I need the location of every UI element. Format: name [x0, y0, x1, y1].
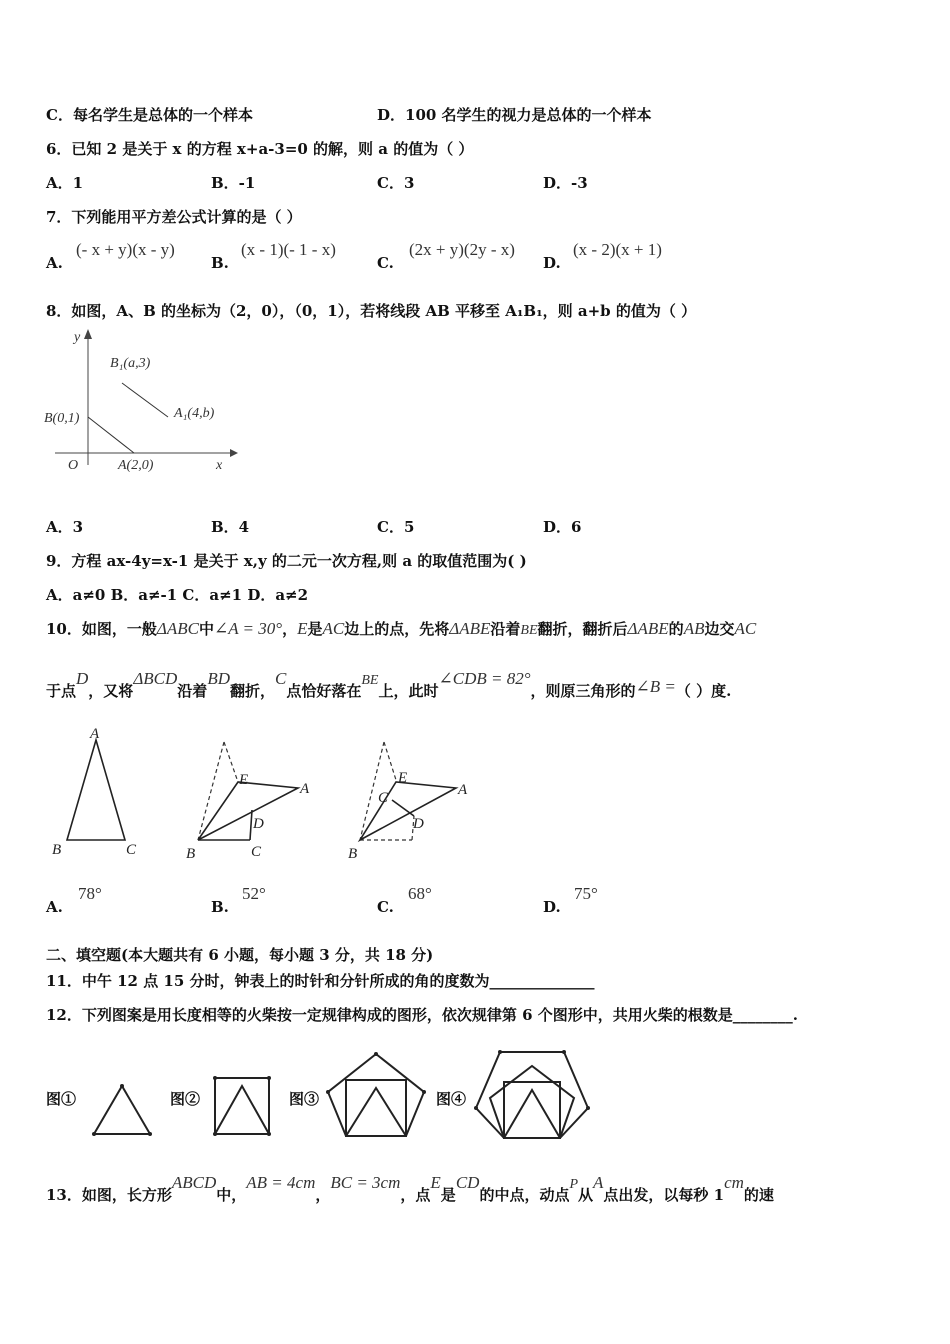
x-axis-arrow	[230, 449, 238, 457]
label-a: A	[90, 726, 100, 742]
a-label: A(2,0)	[118, 458, 154, 473]
q10-fold-figures	[40, 720, 490, 870]
math: ∠B =	[635, 677, 676, 696]
q11-stem: 11．中午 12 点 15 分时，钟表上的时针和分针所成的角的度数为______________	[46, 972, 595, 990]
q6-option-b: B．-1	[211, 174, 256, 192]
q10-option-d-value: 75°	[574, 884, 598, 903]
q9-options: A．a≠0 B．a≠-1 C．a≠1 D．a≠2	[46, 586, 309, 604]
q10-line-1	[46, 618, 756, 639]
q10-option-a-label: A.	[46, 898, 63, 916]
q12-fig1-label: 图①	[46, 1090, 77, 1108]
fig4-pentagon	[490, 1066, 574, 1138]
text: ，	[282, 620, 298, 638]
math: AB	[683, 619, 705, 638]
math: E	[297, 619, 308, 638]
math: BC = 3cm	[330, 1173, 401, 1192]
q5-option-c: C．每名学生是总体的一个样本	[46, 106, 253, 124]
q10-option-b-value: 52°	[242, 884, 266, 903]
math: CD	[455, 1173, 480, 1192]
math: ∠A = 30°	[213, 619, 283, 638]
math: ∠CDB = 82°	[438, 669, 531, 688]
text: 是	[307, 620, 323, 638]
math: C	[275, 669, 287, 688]
text: 的	[668, 620, 684, 638]
q10-option-b-label: B.	[211, 898, 229, 916]
label-e: E	[398, 770, 408, 786]
q7-option-b-label: B.	[211, 254, 229, 272]
dashed-ae	[384, 742, 396, 780]
text: 上，此时	[378, 682, 439, 700]
label-a: A	[300, 781, 310, 797]
text: 沿着	[177, 682, 208, 700]
math: E	[430, 1173, 441, 1192]
q8-option-d: D．6	[543, 518, 582, 536]
text: 点出发，以每秒 1	[603, 1186, 725, 1204]
math: BE	[520, 623, 538, 638]
q6-option-c: C．3	[377, 174, 415, 192]
b1-label: B₁(a,3)	[110, 356, 151, 371]
folded-cd	[392, 800, 414, 816]
label-e: E	[239, 772, 249, 788]
math: AC	[322, 619, 345, 638]
segment-ab	[88, 417, 134, 453]
text: ，	[315, 1186, 331, 1204]
fig3-triangle	[346, 1088, 406, 1136]
text: ，又将	[88, 682, 134, 700]
label-b: B	[348, 846, 358, 862]
q12-fig2-label: 图②	[170, 1090, 201, 1108]
q6-stem: 6．已知 2 是关于 x 的方程 x+a-3=0 的解，则 a 的值为（ ）	[46, 140, 474, 158]
label-d: D	[413, 816, 424, 832]
text: 翻折，翻折后	[537, 620, 628, 638]
folded-triangle	[198, 782, 298, 840]
q12-fig3-label: 图③	[289, 1090, 320, 1108]
q8-stem: 8．如图，A、B 的坐标为（2，0），（0，1），若将线段 AB 平移至 A₁B₁，则 a+b 的值为（ ）	[46, 302, 697, 320]
q7-option-c-expr: (2x + y)(2y - x)	[409, 240, 515, 259]
q10-option-c-label: C.	[377, 898, 394, 916]
a1-label: A₁(4,b)	[174, 406, 215, 421]
fig1-triangle	[94, 1086, 150, 1134]
q8-coordinate-figure	[40, 325, 240, 475]
q13-stem	[46, 1173, 774, 1205]
math: cm	[724, 1173, 744, 1192]
math: P	[569, 1177, 579, 1192]
b-label: B(0,1)	[44, 411, 80, 426]
text: （ ）度.	[675, 682, 732, 700]
label-a: A	[458, 782, 468, 798]
dashed-ae	[224, 742, 238, 782]
label-c: C	[126, 842, 137, 858]
q12-matchstick-patterns	[80, 1036, 600, 1146]
q7-stem: 7．下列能用平方差公式计算的是（ ）	[46, 208, 302, 226]
math: D	[76, 669, 89, 688]
math: ΔABE	[449, 619, 491, 638]
text: 翻折，	[229, 682, 275, 700]
q10-option-c-value: 68°	[408, 884, 432, 903]
x-label: x	[216, 458, 223, 473]
math: ΔABC	[156, 619, 199, 638]
q9-stem: 9．方程 ax-4y=x-1 是关于 x,y 的二元一次方程,则 a 的取值范围为( )	[46, 552, 527, 570]
text: 10．如图，一般	[46, 620, 157, 638]
text: 的中点，动点	[479, 1186, 570, 1204]
text: ，点	[400, 1186, 431, 1204]
text: 沿着	[490, 620, 521, 638]
q7-option-d-label: D.	[543, 254, 561, 272]
fig2-triangle	[215, 1086, 269, 1134]
text: 13．如图，长方形	[46, 1186, 172, 1204]
y-axis-arrow	[84, 329, 92, 339]
text: 中，	[216, 1186, 247, 1204]
q7-option-a-label: A.	[46, 254, 63, 272]
math: ΔABE	[627, 619, 669, 638]
text: 中	[198, 620, 214, 638]
q8-option-a: A．3	[46, 518, 84, 536]
q7-option-d-expr: (x - 2)(x + 1)	[573, 240, 662, 259]
math: ΔBCD	[133, 669, 178, 688]
text: 的速	[743, 1186, 774, 1204]
q5-option-d: D．100 名学生的视力是总体的一个样本	[377, 106, 652, 124]
label-b: B	[186, 846, 196, 862]
label-c: C	[251, 844, 262, 860]
triangle-abc	[67, 740, 125, 840]
math: A	[593, 1173, 604, 1192]
q8-option-b: B．4	[211, 518, 250, 536]
q6-option-d: D．-3	[543, 174, 588, 192]
text: 边上的点，先将	[344, 620, 450, 638]
math: BE	[361, 673, 379, 688]
q7-option-c-label: C.	[377, 254, 394, 272]
math: AC	[734, 619, 757, 638]
text: 点恰好落在	[286, 682, 362, 700]
math: BD	[207, 669, 230, 688]
label-c: C	[378, 790, 389, 806]
q10-line-2	[46, 669, 732, 701]
section-2-title: 二、填空题(本大题共有 6 小题，每小题 3 分，共 18 分)	[46, 946, 434, 964]
segment-a1b1	[122, 383, 168, 417]
math: ABCD	[171, 1173, 217, 1192]
q12-fig4-label: 图④	[436, 1090, 467, 1108]
segment-cd	[250, 810, 252, 840]
fig4-triangle	[504, 1090, 560, 1138]
q10-option-a-value: 78°	[78, 884, 102, 903]
fig3-pentagon	[328, 1054, 424, 1136]
q12-stem: 12．下列图案是用长度相等的火柴按一定规律构成的图形，依次规律第 6 个图形中，共用火柴的根数是________.	[46, 1006, 798, 1024]
q7-option-b-expr: (x - 1)(- 1 - x)	[241, 240, 336, 259]
origin-label: O	[68, 458, 79, 473]
q6-option-a: A．1	[46, 174, 84, 192]
y-label: y	[74, 330, 81, 345]
text: 从	[578, 1186, 594, 1204]
q7-option-a-expr: (- x + y)(x - y)	[76, 240, 175, 259]
text: 是	[440, 1186, 456, 1204]
label-b: B	[52, 842, 62, 858]
text: 边交	[704, 620, 735, 638]
label-d: D	[253, 816, 264, 832]
q10-option-d-label: D.	[543, 898, 561, 916]
text: 于点	[46, 682, 77, 700]
dashed-ab	[198, 742, 224, 840]
math: AB = 4cm	[246, 1173, 316, 1192]
q8-option-c: C．5	[377, 518, 415, 536]
text: ，则原三角形的	[530, 682, 636, 700]
